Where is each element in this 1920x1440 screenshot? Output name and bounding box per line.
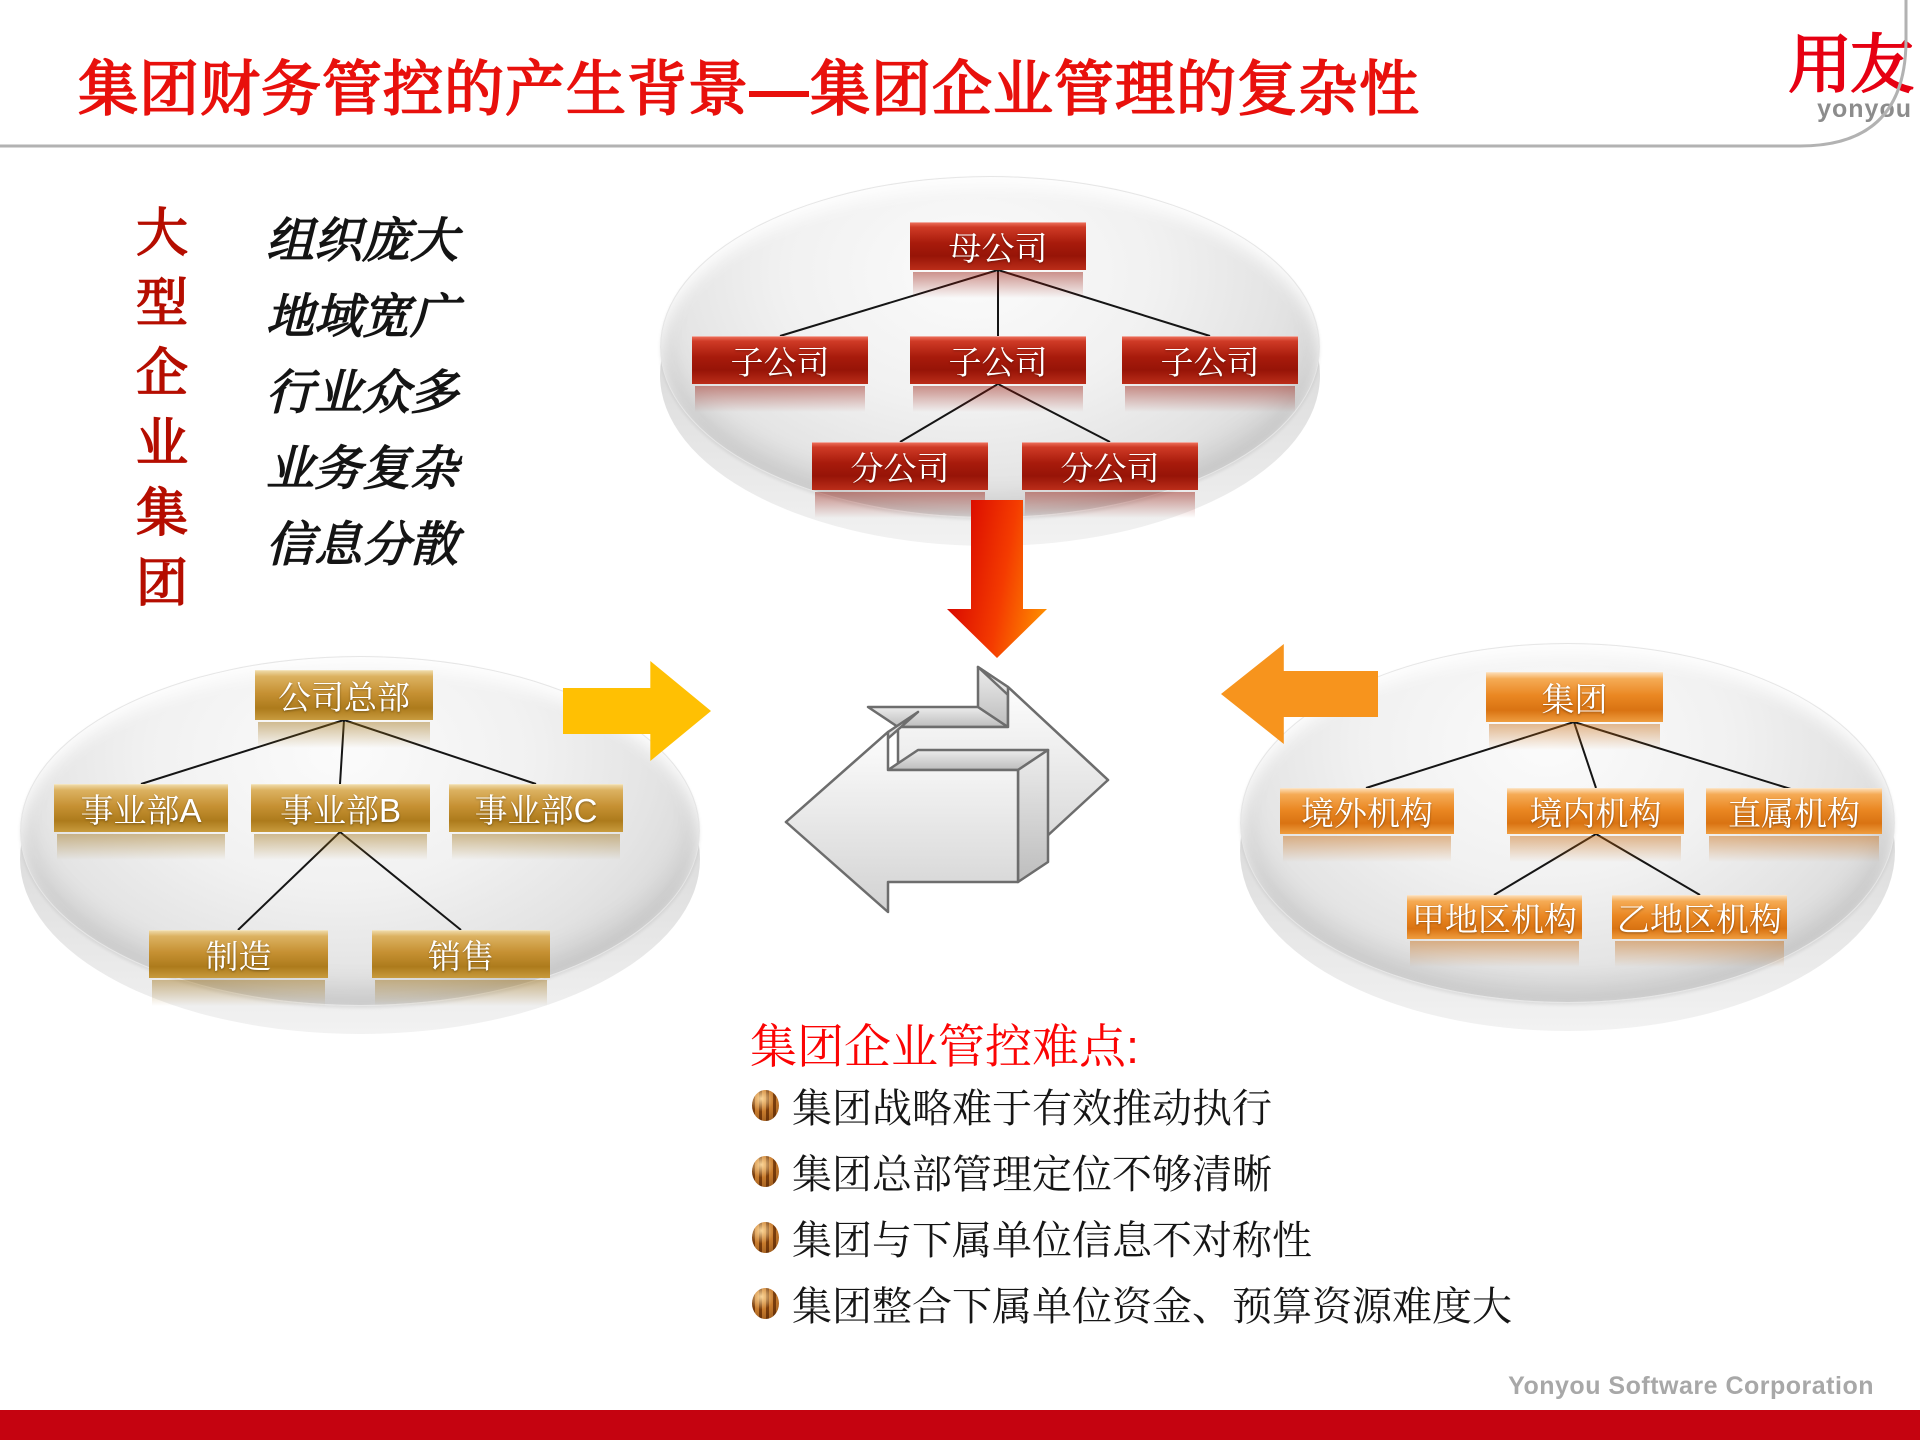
trait-item: 地域宽广 (266, 291, 459, 344)
yonyou-logo-cn: 用友 (1788, 29, 1912, 101)
difficulties-heading: 集团企业管控难点: (750, 1020, 1140, 1073)
difficulty-text: 集团总部管理定位不够清晰 (792, 1152, 1272, 1197)
yonyou-logo-en: yonyou (1817, 95, 1912, 124)
vertical-char: 业 (135, 416, 188, 473)
org-node-subsidiary-2: 子公司 (910, 336, 1086, 384)
page-title: 集团财务管控的产生背景—集团企业管理的复杂性 (78, 56, 1420, 123)
yonyou-logo (1788, 29, 1912, 124)
vertical-char: 大 (135, 206, 188, 263)
vertical-char: 团 (135, 556, 188, 613)
difficulty-text: 集团与下属单位信息不对称性 (792, 1218, 1312, 1263)
basketball-bullet-icon (752, 1156, 779, 1187)
difficulties-list (752, 1072, 1512, 1336)
org-node-sales: 销售 (372, 930, 550, 978)
org-node-division-a: 事业部A (54, 784, 228, 832)
trait-item: 行业众多 (266, 367, 459, 420)
org-node-branch-1: 分公司 (812, 442, 988, 490)
org-node-subsidiary-3: 子公司 (1122, 336, 1298, 384)
bottom-red-bar (0, 1410, 1920, 1440)
difficulty-item (752, 1072, 1512, 1138)
vertical-char: 企 (135, 346, 188, 403)
difficulty-item (752, 1204, 1512, 1270)
vertical-char: 集 (135, 486, 188, 543)
org-node-direct-org: 直属机构 (1706, 788, 1882, 834)
org-node-division-c: 事业部C (449, 784, 623, 832)
org-node-region-b-org: 乙地区机构 (1612, 895, 1787, 939)
trait-item: 业务复杂 (266, 443, 459, 496)
exchange-arrows-icon (778, 652, 1118, 932)
basketball-bullet-icon (752, 1288, 779, 1319)
org-node-division-b: 事业部B (251, 784, 430, 832)
trait-item: 组织庞大 (266, 215, 459, 268)
trait-item: 信息分散 (266, 519, 459, 572)
org-node-parent-company: 母公司 (910, 222, 1086, 270)
org-node-overseas-org: 境外机构 (1280, 788, 1454, 834)
footer-company-name: Yonyou Software Corporation (1508, 1372, 1874, 1400)
difficulty-text: 集团整合下属单位资金、预算资源难度大 (792, 1284, 1512, 1329)
difficulty-item (752, 1138, 1512, 1204)
org-node-group: 集团 (1486, 672, 1663, 722)
org-node-headquarters: 公司总部 (255, 670, 433, 720)
difficulty-text: 集团战略难于有效推动执行 (792, 1086, 1272, 1131)
vertical-char: 型 (135, 276, 188, 333)
org-node-branch-2: 分公司 (1022, 442, 1198, 490)
basketball-bullet-icon (752, 1222, 779, 1253)
difficulty-item (752, 1270, 1512, 1336)
trait-list (266, 204, 458, 584)
org-node-domestic-org: 境内机构 (1507, 788, 1684, 834)
basketball-bullet-icon (752, 1090, 779, 1121)
org-node-region-a-org: 甲地区机构 (1407, 895, 1582, 939)
org-node-manufacturing: 制造 (149, 930, 328, 978)
vertical-label-large-enterprise-group (134, 200, 190, 620)
org-node-subsidiary-1: 子公司 (692, 336, 868, 384)
